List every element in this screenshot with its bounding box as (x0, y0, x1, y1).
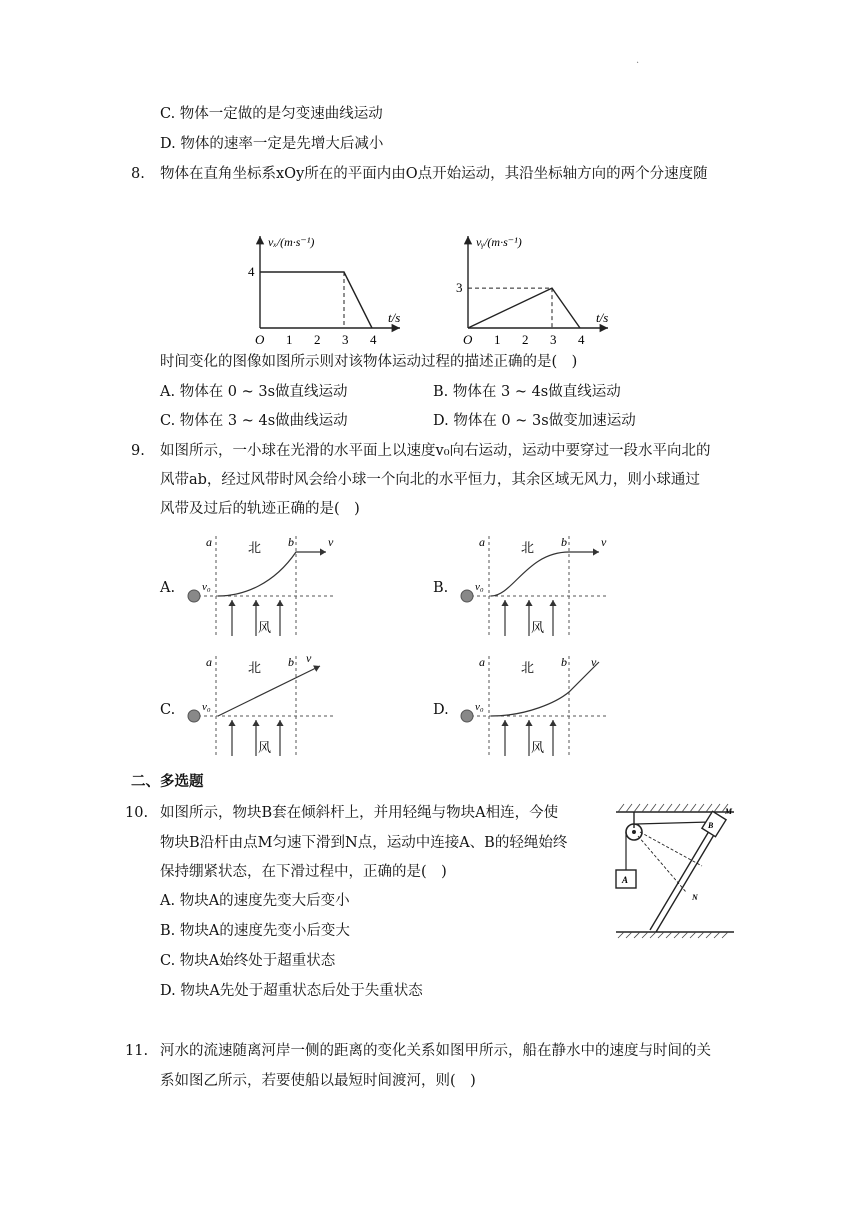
q8-option-c: C. 物体在 3 ~ 4s做曲线运动 (160, 413, 348, 429)
point-m-label: M (725, 807, 733, 816)
vx-xtick-3: 3 (342, 332, 349, 347)
q10-number: 10. (125, 805, 149, 821)
q8-stem-line2: 时间变化的图像如图所示则对该物体运动过程的描述正确的是( ) (160, 354, 578, 370)
block-b (702, 811, 726, 836)
vx-origin: O (255, 332, 265, 347)
q9-option-b-label: B. (433, 580, 449, 596)
q9-figure-c (184, 652, 344, 757)
vy-xtick-3: 3 (550, 332, 557, 347)
q11-stem-line2: 系如图乙所示，若要使船以最短时间渡河，则( ) (160, 1073, 476, 1089)
label-a: a (479, 655, 485, 669)
q10-stem-line3: 保持绷紧状态，在下滑过程中，正确的是( ) (160, 864, 447, 880)
vy-series-line (468, 288, 580, 328)
label-north: 北 (521, 660, 535, 675)
block-b-label: B (708, 821, 714, 830)
label-north: 北 (248, 540, 262, 555)
vx-xtick-4: 4 (370, 332, 377, 347)
vx-xtick-2: 2 (314, 332, 321, 347)
vx-ytick-4: 4 (248, 264, 255, 279)
vx-xlabel: t/s (388, 310, 401, 325)
q8-option-d: D. 物体在 0 ~ 3s做变加速运动 (433, 413, 636, 429)
trajectory-line (218, 666, 320, 716)
vy-xtick-1: 1 (494, 332, 501, 347)
label-v: v (328, 535, 334, 549)
q11-number: 11. (125, 1043, 149, 1059)
label-b: b (288, 655, 294, 669)
label-north: 北 (521, 540, 535, 555)
label-b: b (561, 535, 567, 549)
label-wind: 风 (258, 740, 272, 755)
ball-icon (461, 590, 473, 602)
trajectory-line (491, 662, 599, 716)
label-v: v (306, 651, 312, 665)
trajectory-line (491, 552, 599, 596)
q9-option-c-label: C. (160, 702, 176, 718)
q9-number: 9. (131, 443, 145, 459)
q10-option-d: D. 物块A先处于超重状态后处于失重状态 (160, 983, 423, 999)
q9-figure-d (457, 652, 617, 757)
label-v0: v₀ (475, 701, 484, 713)
section-title-multi-choice: 二、多选题 (131, 773, 204, 790)
ball-icon (188, 590, 200, 602)
q10-stem-line2: 物块B沿杆由点M匀速下滑到N点，运动中连接A、B的轻绳始终 (160, 835, 568, 851)
trajectory-line (218, 552, 326, 596)
q10-pulley-figure (614, 802, 736, 942)
block-a-label: A (622, 875, 629, 885)
label-wind: 风 (531, 620, 545, 635)
vx-ylabel: vₓ/(m·s⁻¹) (268, 235, 315, 249)
vy-xtick-4: 4 (578, 332, 585, 347)
vy-ytick-3: 3 (456, 280, 463, 295)
label-v0: v₀ (475, 581, 484, 593)
vy-origin: O (463, 332, 473, 347)
q9-option-a-label: A. (160, 580, 176, 596)
q7-option-c: C. 物体一定做的是匀变速曲线运动 (160, 106, 383, 122)
label-v: v (601, 535, 607, 549)
label-v0: v₀ (202, 701, 211, 713)
label-a: a (206, 535, 212, 549)
q11-stem-line1: 河水的流速随离河岸一侧的距离的变化关系如图甲所示，船在静水中的速度与时间的关 (160, 1043, 711, 1059)
ball-icon (188, 710, 200, 722)
vy-xlabel: t/s (596, 310, 609, 325)
q10-option-c: C. 物块A始终处于超重状态 (160, 953, 336, 969)
vy-xtick-2: 2 (522, 332, 529, 347)
page-dot: · (636, 58, 640, 69)
ball-icon (461, 710, 473, 722)
q10-stem-line1: 如图所示，物块B套在倾斜杆上，并用轻绳与物块A相连，今使 (160, 805, 559, 821)
q9-stem-line2: 风带ab，经过风带时风会给小球一个向北的水平恒力，其余区域无风力，则小球通过 (160, 472, 700, 488)
label-v0: v₀ (202, 581, 211, 593)
q8-vx-graph (238, 230, 408, 360)
q8-vy-graph (446, 230, 616, 360)
q9-stem-line1: 如图所示，一小球在光滑的水平面上以速度v₀向右运动，运动中要穿过一段水平向北的 (160, 443, 711, 459)
vx-xtick-1: 1 (286, 332, 293, 347)
q10-option-b: B. 物块A的速度先变小后变大 (160, 923, 350, 939)
label-north: 北 (248, 660, 262, 675)
label-a: a (206, 655, 212, 669)
label-b: b (288, 535, 294, 549)
label-wind: 风 (258, 620, 272, 635)
label-b: b (561, 655, 567, 669)
q8-stem-line1: 物体在直角坐标系xOy所在的平面内由O点开始运动，其沿坐标轴方向的两个分速度随 (160, 166, 708, 182)
q9-figure-b (457, 532, 617, 637)
q9-stem-line3: 风带及过后的轨迹正确的是( ) (160, 501, 360, 517)
label-wind: 风 (531, 740, 545, 755)
q8-option-b: B. 物体在 3 ~ 4s做直线运动 (433, 384, 621, 400)
q9-option-d-label: D. (433, 702, 449, 718)
point-n-label: N (692, 893, 698, 902)
q10-option-a: A. 物块A的速度先变大后变小 (160, 893, 350, 909)
label-a: a (479, 535, 485, 549)
label-v: v (591, 655, 597, 669)
q9-figure-a (184, 532, 344, 637)
vy-ylabel: vᵧ/(m·s⁻¹) (476, 235, 522, 249)
vx-series-line (260, 272, 372, 328)
q7-option-d: D. 物体的速率一定是先增大后减小 (160, 136, 384, 152)
q8-option-a: A. 物体在 0 ~ 3s做直线运动 (160, 384, 348, 400)
q8-number: 8. (131, 166, 145, 182)
